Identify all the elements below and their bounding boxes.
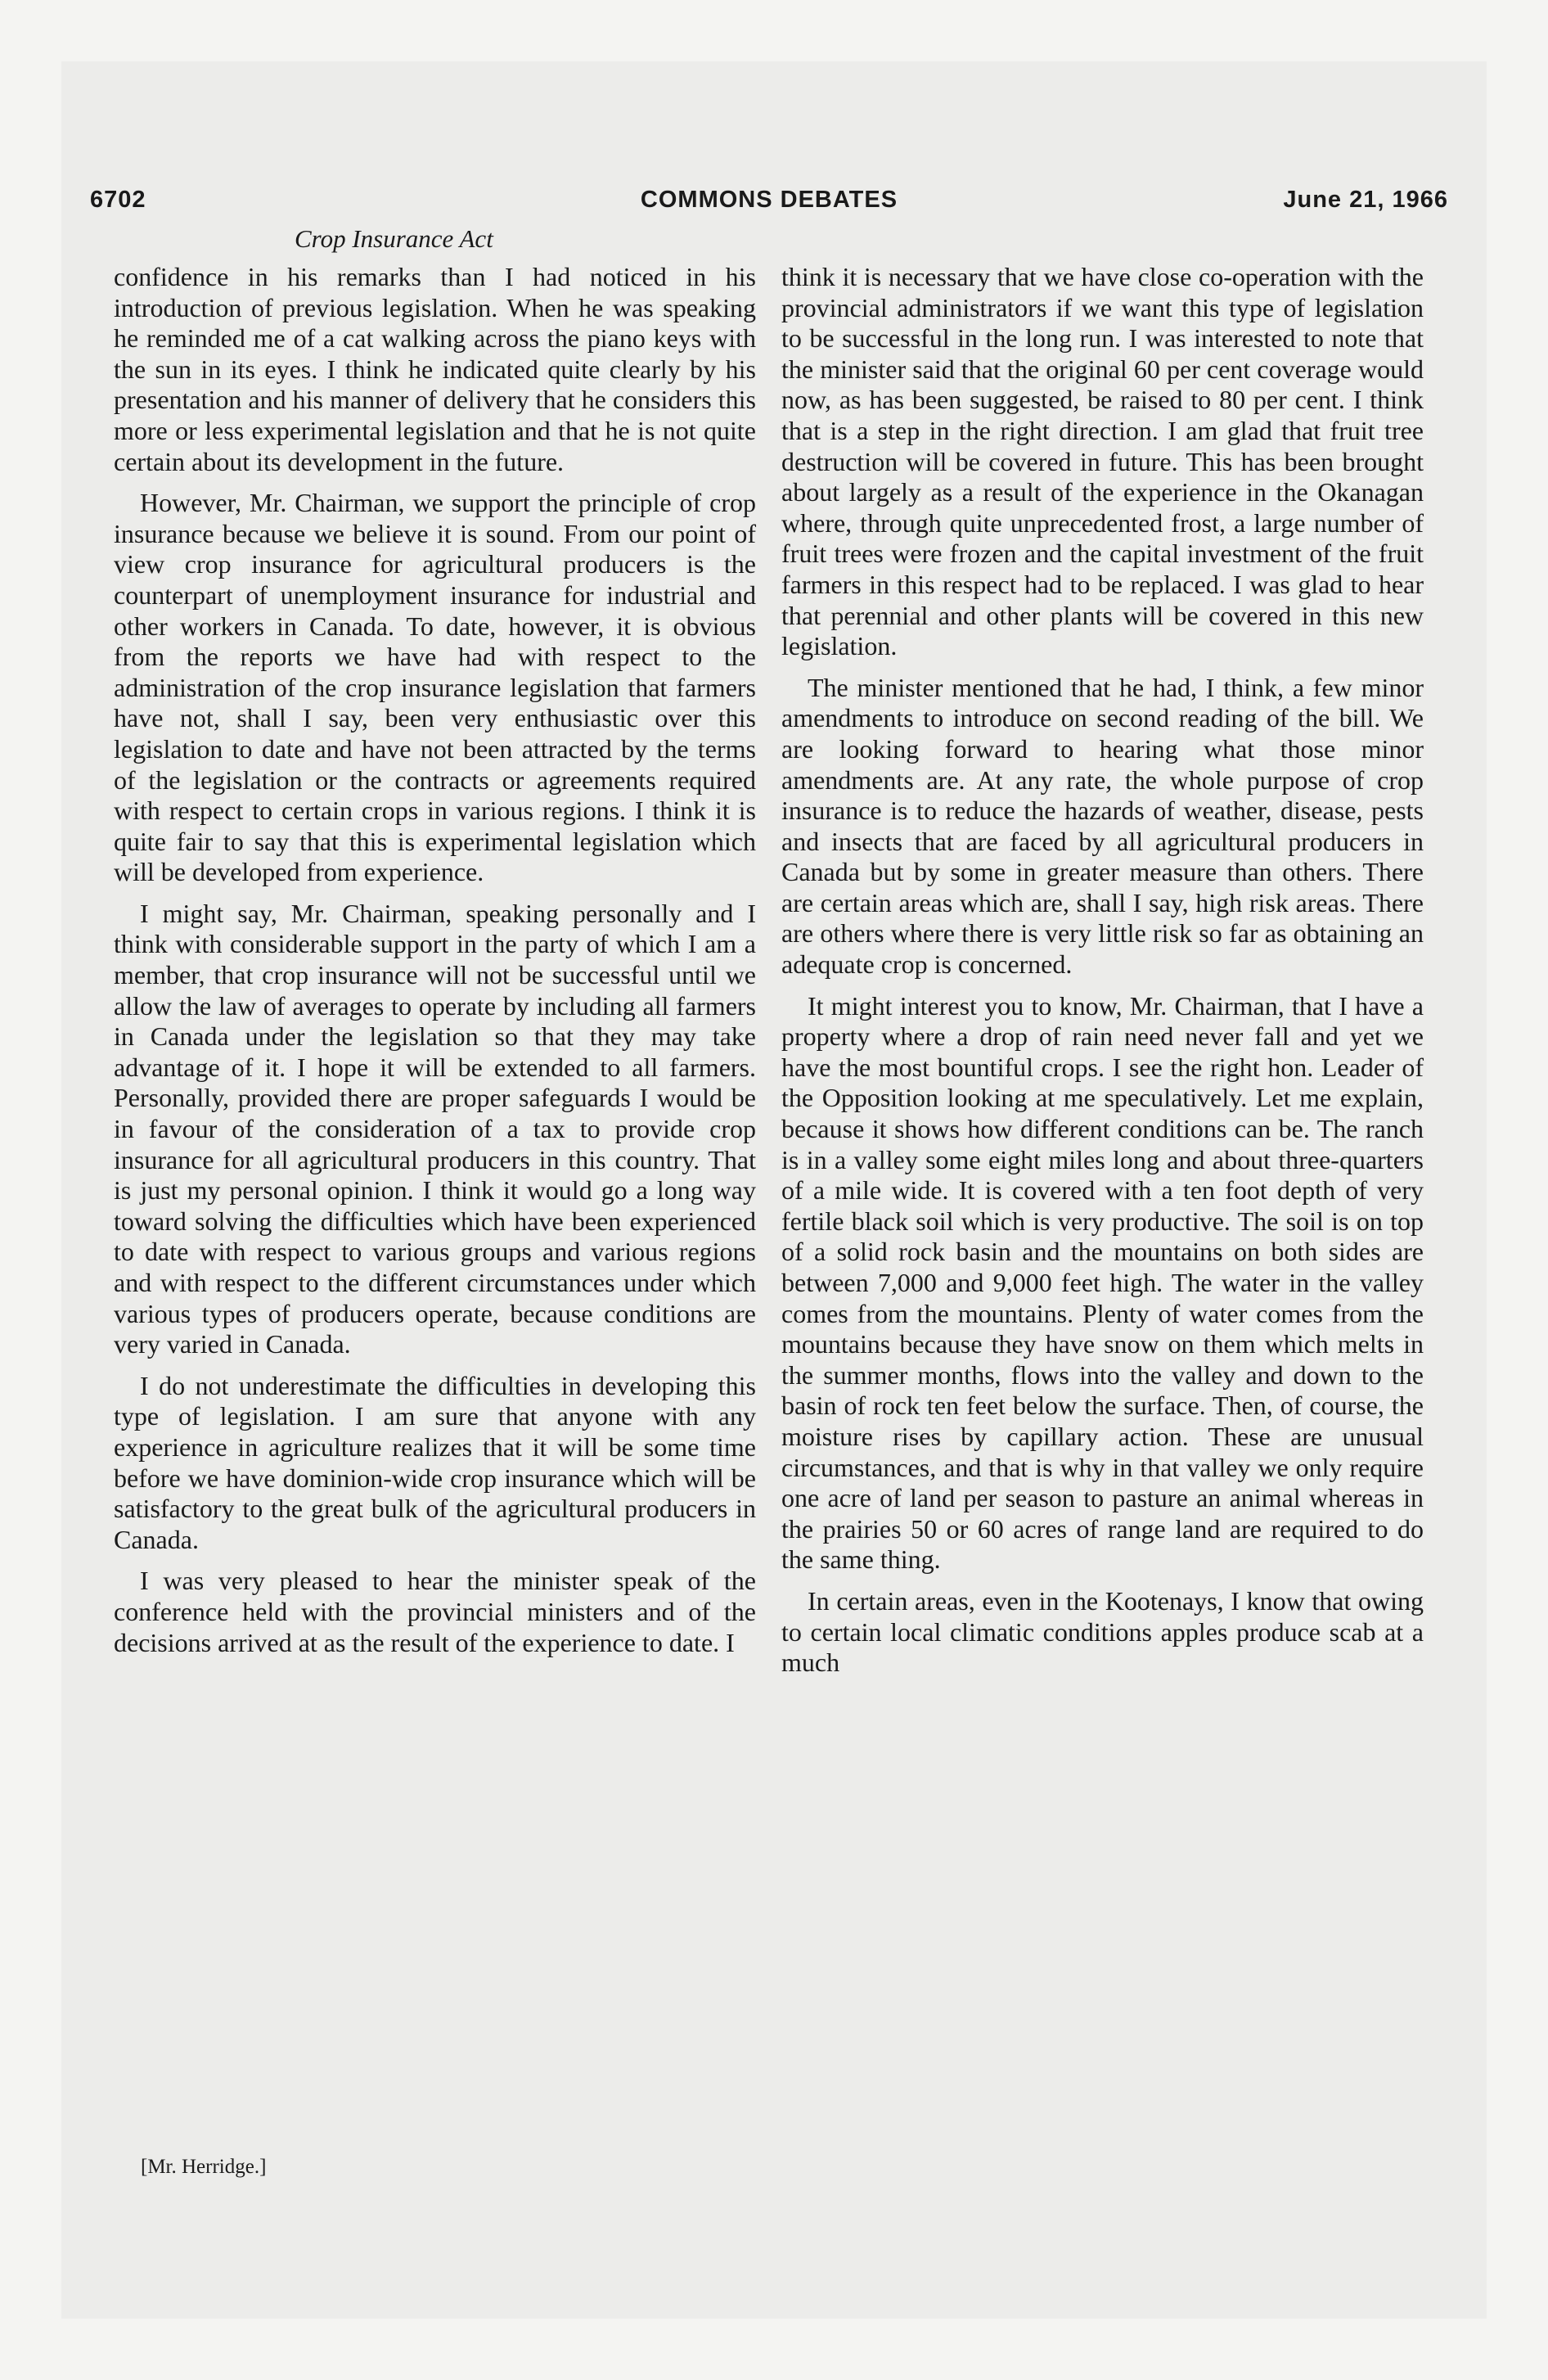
header-date: June 21, 1966 bbox=[1283, 187, 1448, 213]
paragraph: The minister mentioned that he had, I think, a few minor amendments to introduce on second reading of the bill. We are looking forward to hearing what those minor amendments are. At any rate, the whole purpose of crop insurance is to reduce the hazards of weather, disease, pests and insects that are faced by all agricultural producers in Canada but by some in greater measure than others. There are certain areas which are, shall I say, high risk areas. There are others where there is very little risk so far as obtaining an adequate crop is concerned. bbox=[781, 672, 1424, 980]
paragraph: confidence in his remarks than I had noticed in his introduction of previous legislation. When he was speaking he reminded me of a cat walking across the piano keys with the sun in its eyes. I think he indicated quite clearly by his presentation and his manner of delivery that he considers this more or less experimental legislation and that he is not quite certain about its development in the future. bbox=[114, 262, 756, 476]
right-column bbox=[781, 262, 1424, 1689]
publication-title: COMMONS DEBATES bbox=[640, 187, 898, 213]
paragraph: I do not underestimate the difficulties in developing this type of legislation. I am sure that anyone with any experience in agriculture realizes that it will be some time before we have dominion-wide crop insurance which will be satisfactory to the great bulk of the agricultural producers in Canada. bbox=[114, 1370, 756, 1554]
section-subheading: Crop Insurance Act bbox=[295, 224, 493, 253]
page-number: 6702 bbox=[90, 187, 146, 213]
paragraph: It might interest you to know, Mr. Chairman, that I have a property where a drop of rain need never fall and yet we have the most bountiful crops. I see the right hon. Leader of the Opposition looking at me speculatively. Let me explain, because it shows how different conditions can be. The ranch is in a valley some eight miles long and about three-quarters of a mile wide. It is covered with a ten foot depth of very fertile black soil which is very productive. The soil is on top of a solid rock basin and the mountains on both sides are between 7,000 and 9,000 feet high. The water in the valley comes from the mountains. Plenty of water comes from the mountains because they have snow on them which melts in the summer months, flows into the valley and down to the basin of rock ten feet below the surface. Then, of course, the moisture rises by capillary action. These are unusual circumstances, and that is why in that valley we only require one acre of land per season to pasture an animal whereas in the prairies 50 or 60 acres of range land are required to do the same thing. bbox=[781, 990, 1424, 1575]
speaker-note: [Mr. Herridge.] bbox=[141, 2156, 267, 2178]
paragraph: I was very pleased to hear the minister speak of the conference held with the provincial ministers and of the decisions arrived at as the result of the experience to date. I bbox=[114, 1566, 756, 1657]
paragraph: However, Mr. Chairman, we support the principle of crop insurance because we believe it is sound. From our point of view crop insurance for agricultural producers is the counterpart of unemployment insurance for industrial and other workers in Canada. To date, however, it is obvious from the reports we have had with respect to the administration of the crop insurance legislation that farmers have not, shall I say, been very enthusiastic over this legislation to date and have not been attracted by the terms of the legislation or the contracts or agreements required with respect to certain crops in various regions. I think it is quite fair to say that this is experimental legislation which will be developed from experience. bbox=[114, 488, 756, 887]
page-header bbox=[90, 187, 1448, 219]
paragraph: In certain areas, even in the Kootenays, I know that owing to certain local climatic conditions apples produce scab at a much bbox=[781, 1585, 1424, 1678]
paragraph: think it is necessary that we have close co-operation with the provincial administrators if we want this type of legislation to be successful in the long run. I was interested to note that the minister said that the original 60 per cent coverage would now, as has been suggested, be raised to 80 per cent. I think that is a step in the right direction. I am glad that fruit tree destruction will be covered in future. This has been brought about largely as a result of the experience in the Okanagan where, through quite unprecedented frost, a large number of fruit trees were frozen and the capital investment of the fruit farmers in this respect had to be replaced. I was glad to hear that perennial and other plants will be covered in this new legislation. bbox=[781, 262, 1424, 661]
left-column bbox=[114, 262, 756, 1669]
paragraph: I might say, Mr. Chairman, speaking personally and I think with considerable support in the party of which I am a member, that crop insurance will not be successful until we allow the law of averages to operate by including all farmers in Canada under the legislation so that they may take advantage of it. I hope it will be extended to all farmers. Personally, provided there are proper safeguards I would be in favour of the consideration of a tax to provide crop insurance for all agricultural producers in this country. That is just my personal opinion. I think it would go a long way toward solving the difficulties which have been experienced to date with respect to various groups and various regions and with respect to the different circumstances under which various types of producers operate, because conditions are very varied in Canada. bbox=[114, 898, 756, 1359]
